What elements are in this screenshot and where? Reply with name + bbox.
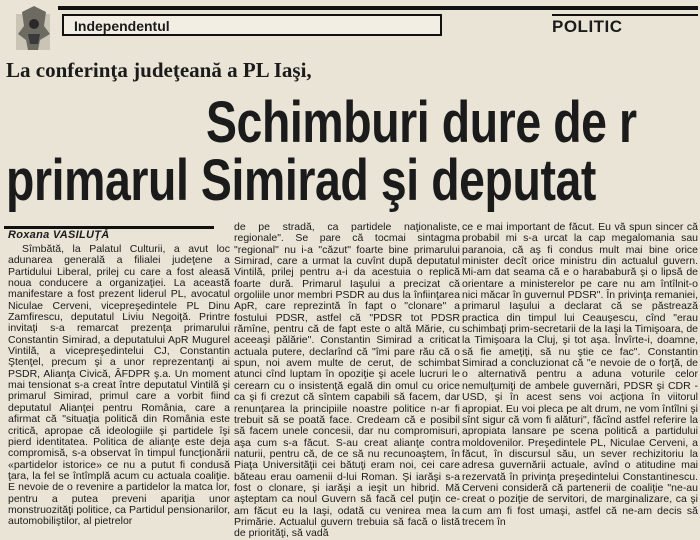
column-text: ce e mai important de făcut. Eu vă spun sincer că probabil mi s-a urcat la cap megalomania sau paranoia, că aş fi condus mult mai bine orice minister decît orice ministru din actualul guvern. Mi-am dat seama că e o harababură şi o lipsă de orientare a ministerelor pe care nu am întîlnit-o nici măcar în guvernul PDSR". În privinţa remaniei, primarul Iaşului a declarat că se păstrează practica din timpul lui Ceauşescu, cînd "erau schimbaţi prim-secretarii de la Iaşi la Timişoara, de la Timişoara la Cluj, şi tot aşa. Învîrte-i, doamne, să fie ameţiţi, să nu ştie ce fac". Constantin Simirad a concluzionat că "e nevoie de o forţă, de o alternativă pentru a aduna voturile celor nemulţumiţi de ambele guvernări, PDSR şi CDR - USD, şi în acest sens voi acţiona în viitorul apropiat. Eu voi pleca pe alt drum, ne vom întîlni şi sînt sigur că vom fi alături", făcînd astfel referire la apropiata lansare pe scena politică a partidului moldovenilor. Preşedintele PL, Niculae Cerveni, a făcut, în discursul său, un sever rechizitoriu la adresa guvernării actuale, avînd o atitudine mai rezervată în privinţa preşedintelui Constantinescu. Cerveni consideră că partenerii de coaliţie "ne-au creat o poziţie de servitori, de marginalizare, ca şi cum am fi fost umaşi, astfel că ne-am decis să trecem în [462,221,698,528]
byline: Roxana VASILUŢĂ [8,229,110,241]
headline-line-2: primarul Simirad şi deputat [6,148,596,213]
headline-line-1: Schimburi dure de r [206,90,637,155]
section-label: POLITIC [552,14,698,38]
column-text: Sîmbătă, la Palatul Culturii, a avut loc adunarea generală a filialei judeţene a Partidului Liberal, prilej cu care a fost aleasă noua conducere a organizaţiei. La această manifestare a fost prezent liderul PL, avocatul Niculae Cerveni, vicepreşedintele PL Dinu Zamfirescu, deputatul Liviu Negoiţă. Printre invitaţi s-a remarcat prezenţa primarului Constantin Simirad, a deputatului ApR Mugurel Vintilă, a vicepreşedintelui CJ, Constantin Ştenţel, precum şi a unor reprezentanţi ai PSDR, Alianţa Civică, ÂFDPR ş.a. Un moment mai tensionat s-a creat între deputatul Vintilă şi primarul Simirad, primul care a vorbit fiind deputatul Alianţei pentru România, care a afirmat că "situaţia politică din România este critică, apropae că ideologiile şi partidele îşi pierd identitatea. Politica de alianţe este deja compromisă, s-a observat în timpul funcţionării «partidelor istorice» ce nu a putut fi condusă ţara, la fel se întîmplă acum cu actuala coaliţie. E nevoie de o revenire a partidelor la matca lor, pentru a putea preveni apariţia unor monstruozităţi politice, ca Partidul pensionarilor, automobiliştilor, al pietrelor [8,243,230,528]
newspaper-logo-icon [14,4,54,54]
article-column-1 [8,243,230,528]
article-column-2 [234,221,460,540]
article-kicker: La conferinţa judeţeană a PL Iaşi, [6,58,312,82]
article-column-3 [462,221,698,528]
column-text: de pe stradă, ca partidele naţionaliste, regionale". Se pare că tocmai sintagma "regional" nu i-a "căzut" foarte bine primarului Simirad, care a urmat la cuvînt după deputatul Vintilă, prilej pentru a-i da acestuia o replică foarte dură. Primarul Iaşului a precizat că orgoliile unor membri PSDR au dus la înfiinţarea ApR, care reprezintă în fapt o "clonare" a fostului PDSR, astfel că "PDSR tot PDSR rămîne, pentru că de fapt este o altă Mărie, cu aceeaşi pălărie". Constantin Simirad a criticat actuala putere, declarînd că "îmi pare rău că o spun, noi avem multe de cerut, de schimbat atunci cînd luptam în opoziţie şi acele lucruri le cerearn cu o insistenţă egală din omul cu orice ca şi fi crezut că sîntem capabili să facem, dar renunţarea la principiile noastre politice n-ar fi trebuit să se poată face. Credeam că e posibil să facem unele concesii, dar nu compromisuri, aşa cum s-a făcut. S-au creat alianţe contra naturii, pentru că, de ce să nu recunoaştem, în Piaţa Universităţii cei bătuţi eram noi, cei care băteau erau oamenii d-lui Roman. Şi iarăşi s-a fost o clonare, şi iarăşi a ieşit un hibrid. Mă aşteptam ca noul Guvern să facă cel puţin ce-am făcut eu la Iaşi, odată cu venirea mea la Primărie. Actualul guvern trebuia să facă o listă de priorităţi, să vadă [234,221,460,540]
header-rule [58,6,698,10]
newspaper-name: Independentul [62,14,442,36]
